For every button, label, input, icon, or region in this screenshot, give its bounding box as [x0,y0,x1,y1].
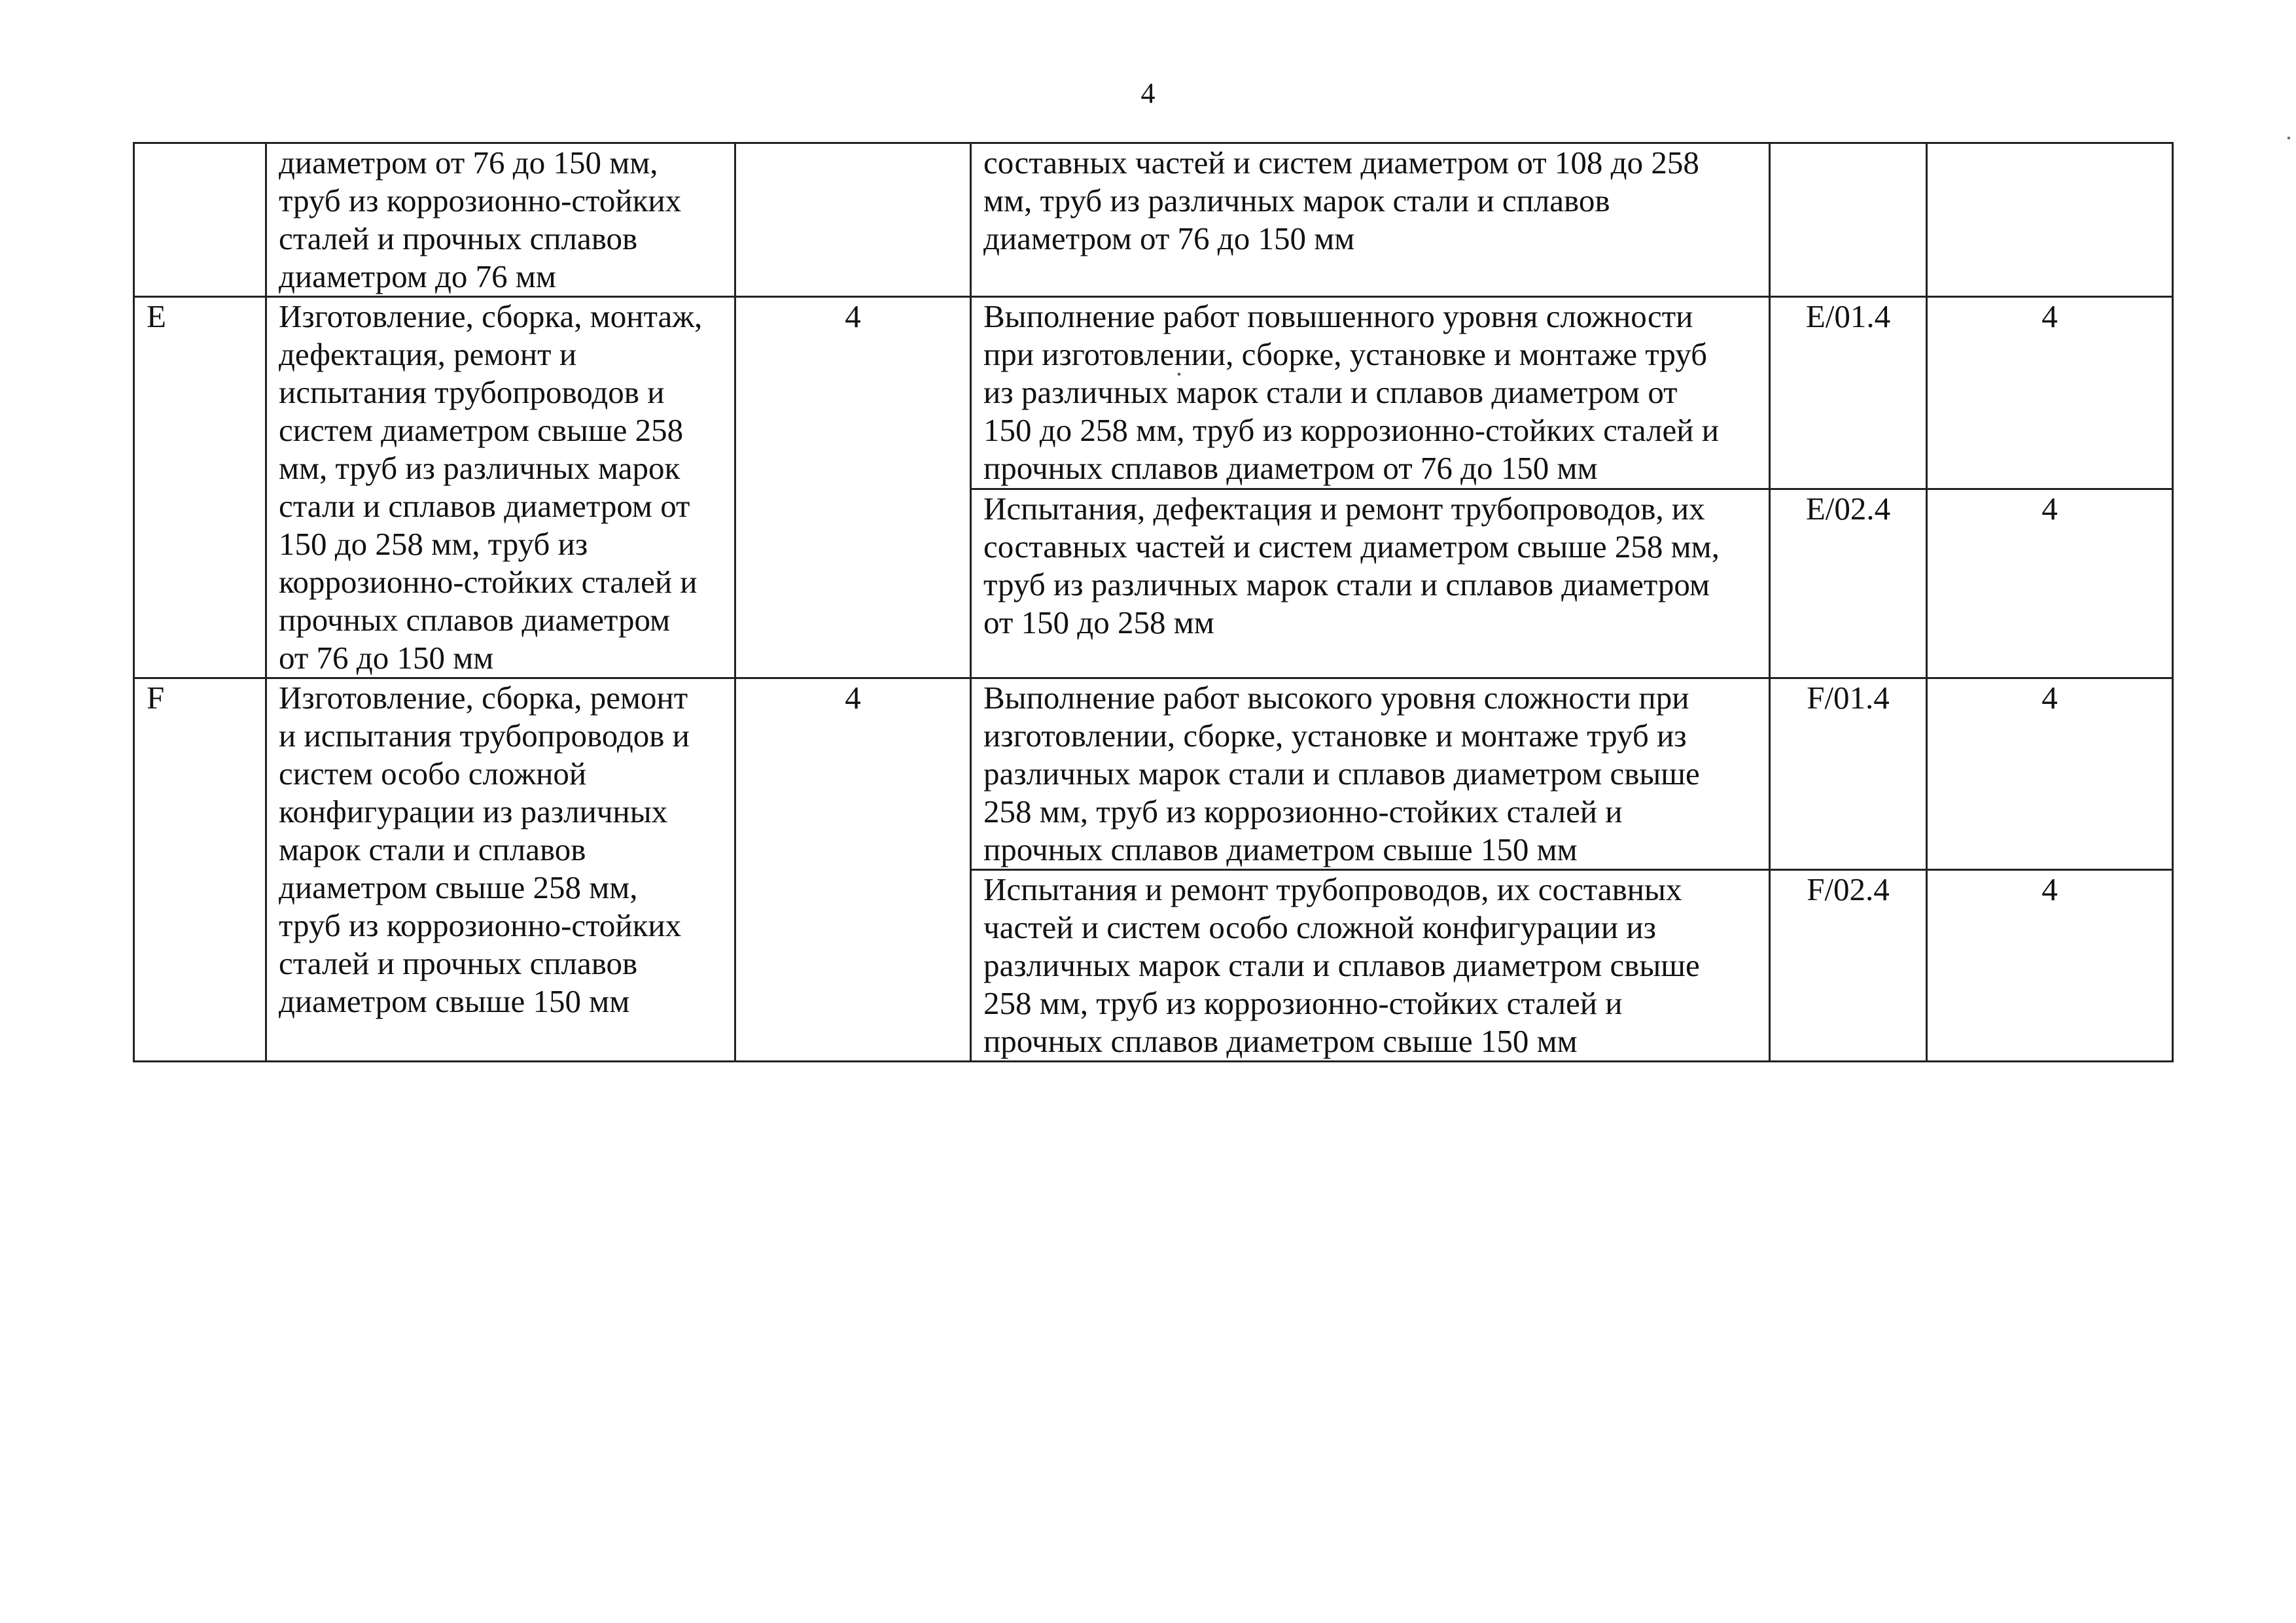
labor-function-code: F/02.4 [1770,870,1927,1062]
labor-function-code: E/02.4 [1770,489,1927,678]
generalized-function-code: F [134,678,266,1062]
labor-function-level: 4 [1927,297,2173,489]
generalized-function-code [134,143,266,297]
generalized-function-name: Изготовление, сборка, монтаж, дефектация, ремонт и испытания трубопроводов и систем диаметром свыше 258 мм, труб из различных марок стали и сплавов диаметром от 150 до 258 мм, труб из коррозионно-стойких сталей и прочных сплавов диаметром от 76 до 150 мм [266,297,735,678]
labor-function-level: 4 [1927,678,2173,870]
scan-speck [2287,137,2290,139]
labor-function-level: 4 [1927,870,2173,1062]
labor-function-level: 4 [1927,489,2173,678]
labor-function-code [1770,143,1927,297]
generalized-function-code: E [134,297,266,678]
qualification-level [735,143,971,297]
labor-function-name: Испытания и ремонт трубопроводов, их составных частей и систем особо сложной конфигурации из различных марок стали и сплавов диаметром свыше 258 мм, труб из коррозионно-стойких сталей и прочных сплавов диаметром свыше 150 мм [971,870,1770,1062]
page-number: 4 [1140,77,1156,109]
labor-function-code: F/01.4 [1770,678,1927,870]
table-row [134,297,2173,489]
table-row [134,143,2173,297]
qualification-level: 4 [735,678,971,1062]
labor-function-name: Выполнение работ высокого уровня сложности при изготовлении, сборке, установке и монтаже труб из различных марок стали и сплавов диаметром свыше 258 мм, труб из коррозионно-стойких сталей и прочных сплавов диаметром свыше 150 мм [971,678,1770,870]
labor-function-level [1927,143,2173,297]
labor-function-name: Испытания, дефектация и ремонт трубопроводов, их составных частей и систем диаметром свыше 258 мм, труб из различных марок стали и сплавов диаметром от 150 до 258 мм [971,489,1770,678]
functions-table [133,142,2174,1062]
generalized-function-name: Изготовление, сборка, ремонт и испытания трубопроводов и систем особо сложной конфигурации из различных марок стали и сплавов диаметром свыше 258 мм, труб из коррозионно-стойких сталей и прочных сплавов диаметром свыше 150 мм [266,678,735,1062]
generalized-function-name: диаметром от 76 до 150 мм, труб из коррозионно-стойких сталей и прочных сплавов диаметром до 76 мм [266,143,735,297]
labor-function-name: Выполнение работ повышенного уровня сложности при изготовлении, сборке, установке и монтаже труб из различных марок стали и сплавов диаметром от 150 до 258 мм, труб из коррозионно-стойких сталей и прочных сплавов диаметром от 76 до 150 мм [971,297,1770,489]
labor-function-code: E/01.4 [1770,297,1927,489]
qualification-level: 4 [735,297,971,678]
table-row [134,678,2173,870]
labor-function-name: составных частей и систем диаметром от 108 до 258 мм, труб из различных марок стали и сплавов диаметром от 76 до 150 мм [971,143,1770,297]
